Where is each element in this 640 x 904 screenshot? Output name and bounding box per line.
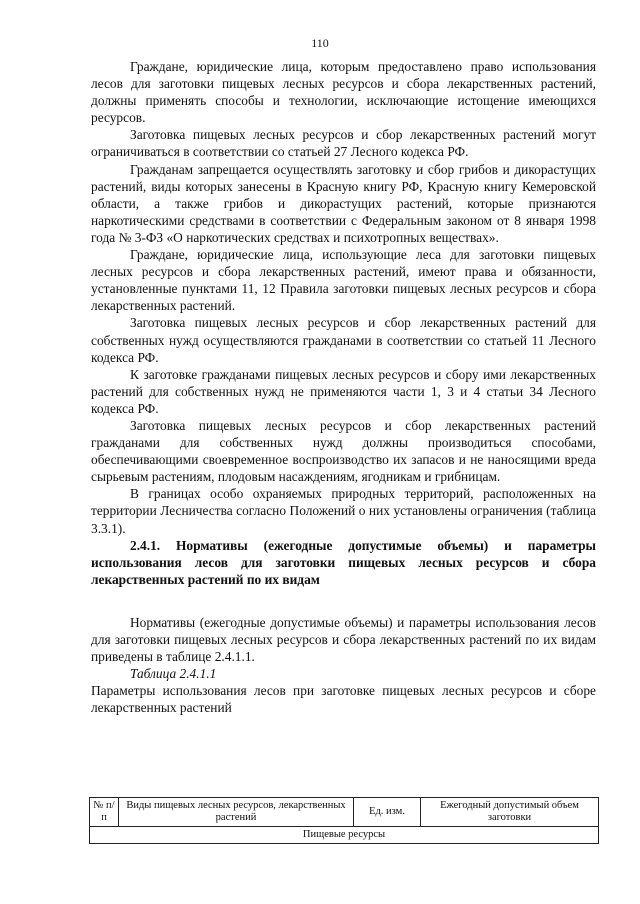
section-heading: 2.4.1. Нормативы (ежегодные допустимые объемы) и параметры использования лесов для заготовки пищевых лесных ресурсов и сбора лекарственных растений по их видам: [91, 537, 596, 587]
parameters-table: [89, 797, 599, 844]
paragraph: Заготовка пищевых лесных ресурсов и сбор лекарственных растений гражданами для собственных нужд должны производиться способами, обеспечивающими своевременное воспроизводство их запасов и не наносящими вреда сырьевым растениям, плодовым насаждениям, ягодникам и грибницам.: [91, 417, 596, 485]
paragraph: Нормативы (ежегодные допустимые объемы) и параметры использования лесов для заготовки пищевых лесных ресурсов и сбора лекарственных растений по их видам приведены в таблице 2.4.1.1.: [91, 614, 596, 665]
table-caption: Таблица 2.4.1.1: [130, 666, 217, 682]
paragraph: Граждане, юридические лица, которым предоставлено право использования лесов для заготовки пищевых лесных ресурсов и сбора лекарственных растений, должны применять способы и технологии, исключающие истощение имеющихся ресурсов.: [91, 59, 596, 126]
header-cell-number: № п/п: [90, 798, 119, 827]
paragraph: Гражданам запрещается осуществлять заготовку и сбор грибов и дикорастущих растений, виды которых занесены в Красную книгу РФ, Красную книгу Кемеровской области, а также грибов и дикорастущих растений, которые признаются наркотическими средствами в соответствии с Федеральным законом от 8 января 1998 года № 3-ФЗ «О наркотических средствах и психотропных веществах».: [91, 161, 596, 245]
paragraph: К заготовке гражданами пищевых лесных ресурсов и сбору ими лекарственных растений для собственных нужд не применяются части 1, 3 и 4 статьи 34 Лесного кодекса РФ.: [91, 366, 596, 416]
body-text: [91, 58, 596, 716]
page-number: 110: [311, 36, 329, 50]
paragraph: В границах особо охраняемых природных территорий, расположенных на территории Лесничества согласно Положений о них установлены ограничения (таблица 3.3.1).: [91, 486, 596, 536]
header-cell-resource-type: Виды пищевых лесных ресурсов, лекарственных растений: [119, 798, 354, 827]
paragraph: Граждане, юридические лица, использующие леса для заготовки пищевых лесных ресурсов и сбора лекарственных растений, имеют права и обязанности, установленные пунктами 11, 12 Правила заготовки пищевых лесных ресурсов и сбора лекарственных растений.: [91, 247, 596, 314]
paragraph: Заготовка пищевых лесных ресурсов и сбор лекарственных растений могут ограничиваться в соответствии со статьей 27 Лесного кодекса РФ.: [91, 127, 596, 160]
header-cell-annual-volume: Ежегодный допустимый объем заготовки: [421, 798, 599, 827]
table-header-row: [90, 798, 599, 827]
header-cell-unit: Ед. изм.: [354, 798, 421, 827]
section-cell: Пищевые ресурсы: [90, 827, 599, 844]
table-title: Параметры использования лесов при заготовке пищевых лесных ресурсов и сборе лекарственных растений: [91, 683, 596, 716]
table-section-row: [90, 827, 599, 844]
paragraph: Заготовка пищевых лесных ресурсов и сбор лекарственных растений для собственных нужд осуществляются гражданами в соответствии со статьей 11 Лесного кодекса РФ.: [91, 315, 596, 365]
